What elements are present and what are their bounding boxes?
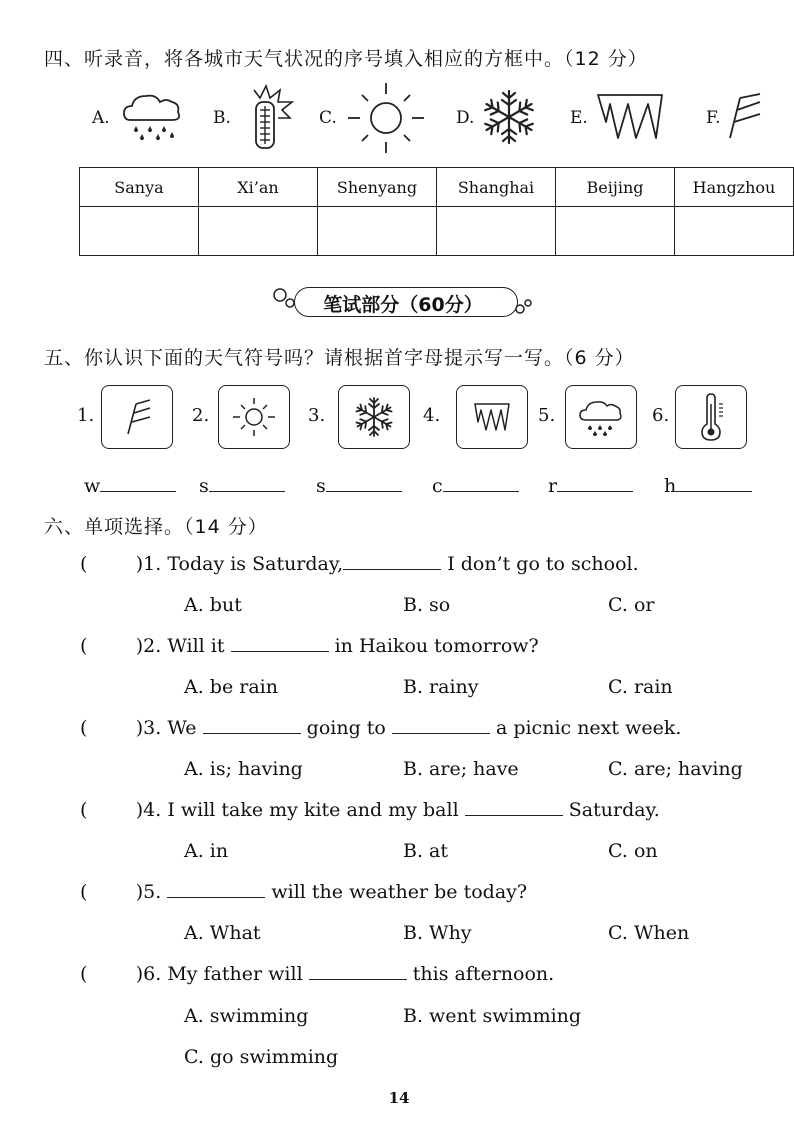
option-a[interactable]: A. What [184,922,261,944]
fill-blank[interactable] [203,733,301,734]
fill-blank[interactable] [167,897,265,898]
fill-blank[interactable] [309,979,407,980]
city-header: Shenyang [318,168,437,207]
answer-cell[interactable] [437,207,556,256]
city-header: Beijing [556,168,675,207]
symbol-box [675,385,747,449]
rain-cloud-icon [566,386,636,448]
written-part-banner [272,285,534,317]
city-header: Hangzhou [675,168,794,207]
rain-cloud-icon [120,88,184,144]
answer-cell[interactable] [80,207,199,256]
symbol-box [101,385,173,449]
symbol-number: 5. [538,405,556,426]
option-c-label: C. [319,108,337,128]
option-b[interactable]: B. at [403,840,449,862]
option-b[interactable]: B. are; have [403,758,519,780]
answer-blank-5[interactable]: r [548,475,633,497]
city-header: Shanghai [437,168,556,207]
option-b[interactable]: B. so [403,594,451,616]
answer-blank-4[interactable]: c [432,475,519,497]
wind-flag-icon [102,386,172,448]
wind-flag-icon [726,92,766,142]
page-number: 14 [388,1089,410,1107]
option-c[interactable]: C. or [608,594,655,616]
city-header: Sanya [80,168,199,207]
question-2: ( )2. Will it in Haikou tomorrow? [80,635,539,657]
question-4: ( )4. I will take my kite and my ball Saturday. [80,799,660,821]
snowflake-icon [480,88,538,146]
symbol-number: 3. [308,405,326,426]
symbol-number: 6. [652,405,670,426]
fill-blank[interactable] [231,651,329,652]
question-1: ( )1. Today is Saturday, I don’t go to school. [80,553,639,575]
option-a[interactable]: A. but [184,594,242,616]
answer-blank-2[interactable]: s [199,475,285,497]
symbol-number: 2. [192,405,210,426]
option-a[interactable]: A. swimming [184,1005,309,1027]
question-3: ( )3. We going to a picnic next week. [80,717,682,739]
symbol-number: 1. [77,405,95,426]
question-6: ( )6. My father will this afternoon. [80,963,555,985]
answer-paren[interactable]: ( [80,635,136,657]
option-c[interactable]: C. go swimming [184,1046,339,1068]
sun-icon [219,386,289,448]
option-f-label: F. [706,108,721,128]
answer-paren[interactable]: ( [80,717,136,739]
thermometer-icon [676,386,746,448]
option-b[interactable]: B. rainy [403,676,479,698]
answer-cell[interactable] [199,207,318,256]
option-a[interactable]: A. is; having [184,758,303,780]
option-b[interactable]: B. went swimming [403,1005,582,1027]
option-e-label: E. [570,108,588,128]
answer-cell[interactable] [675,207,794,256]
section5-heading: 五、你认识下面的天气符号吗？请根据首字母提示写一写。（6 分） [44,347,635,369]
symbol-box [565,385,637,449]
icicles-icon [457,386,527,448]
answer-paren[interactable]: ( [80,553,136,575]
option-b-label: B. [213,108,231,128]
option-c[interactable]: C. on [608,840,658,862]
section4-heading: 四、听录音，将各城市天气状况的序号填入相应的方框中。（12 分） [44,48,648,70]
fill-blank[interactable] [392,733,490,734]
answer-cell[interactable] [556,207,675,256]
symbol-box [218,385,290,449]
option-c[interactable]: C. are; having [608,758,743,780]
symbol-box [456,385,528,449]
sun-icon [344,80,428,156]
answer-paren[interactable]: ( [80,963,136,985]
option-b[interactable]: B. Why [403,922,472,944]
option-a[interactable]: A. be rain [184,676,278,698]
option-c[interactable]: C. When [608,922,690,944]
section6-heading: 六、单项选择。（14 分） [44,516,268,538]
fill-blank[interactable] [343,569,441,570]
answer-blank-3[interactable]: s [316,475,402,497]
icicles-icon [596,92,666,144]
symbol-box [338,385,410,449]
option-c[interactable]: C. rain [608,676,673,698]
answer-blank-1[interactable]: w [84,475,176,497]
cities-table [79,167,794,256]
symbol-number: 4. [423,405,441,426]
option-d-label: D. [456,108,475,128]
hot-thermometer-icon [238,84,296,154]
answer-paren[interactable]: ( [80,881,136,903]
answer-blank-6[interactable]: h [664,475,752,497]
option-a[interactable]: A. in [184,840,229,862]
answer-paren[interactable]: ( [80,799,136,821]
city-header: Xi’an [199,168,318,207]
snowflake-icon [339,386,409,448]
answer-cell[interactable] [318,207,437,256]
question-5: ( )5. will the weather be today? [80,881,528,903]
option-a-label: A. [92,108,110,128]
fill-blank[interactable] [465,815,563,816]
banner-text: 笔试部分（60分） [323,294,483,316]
